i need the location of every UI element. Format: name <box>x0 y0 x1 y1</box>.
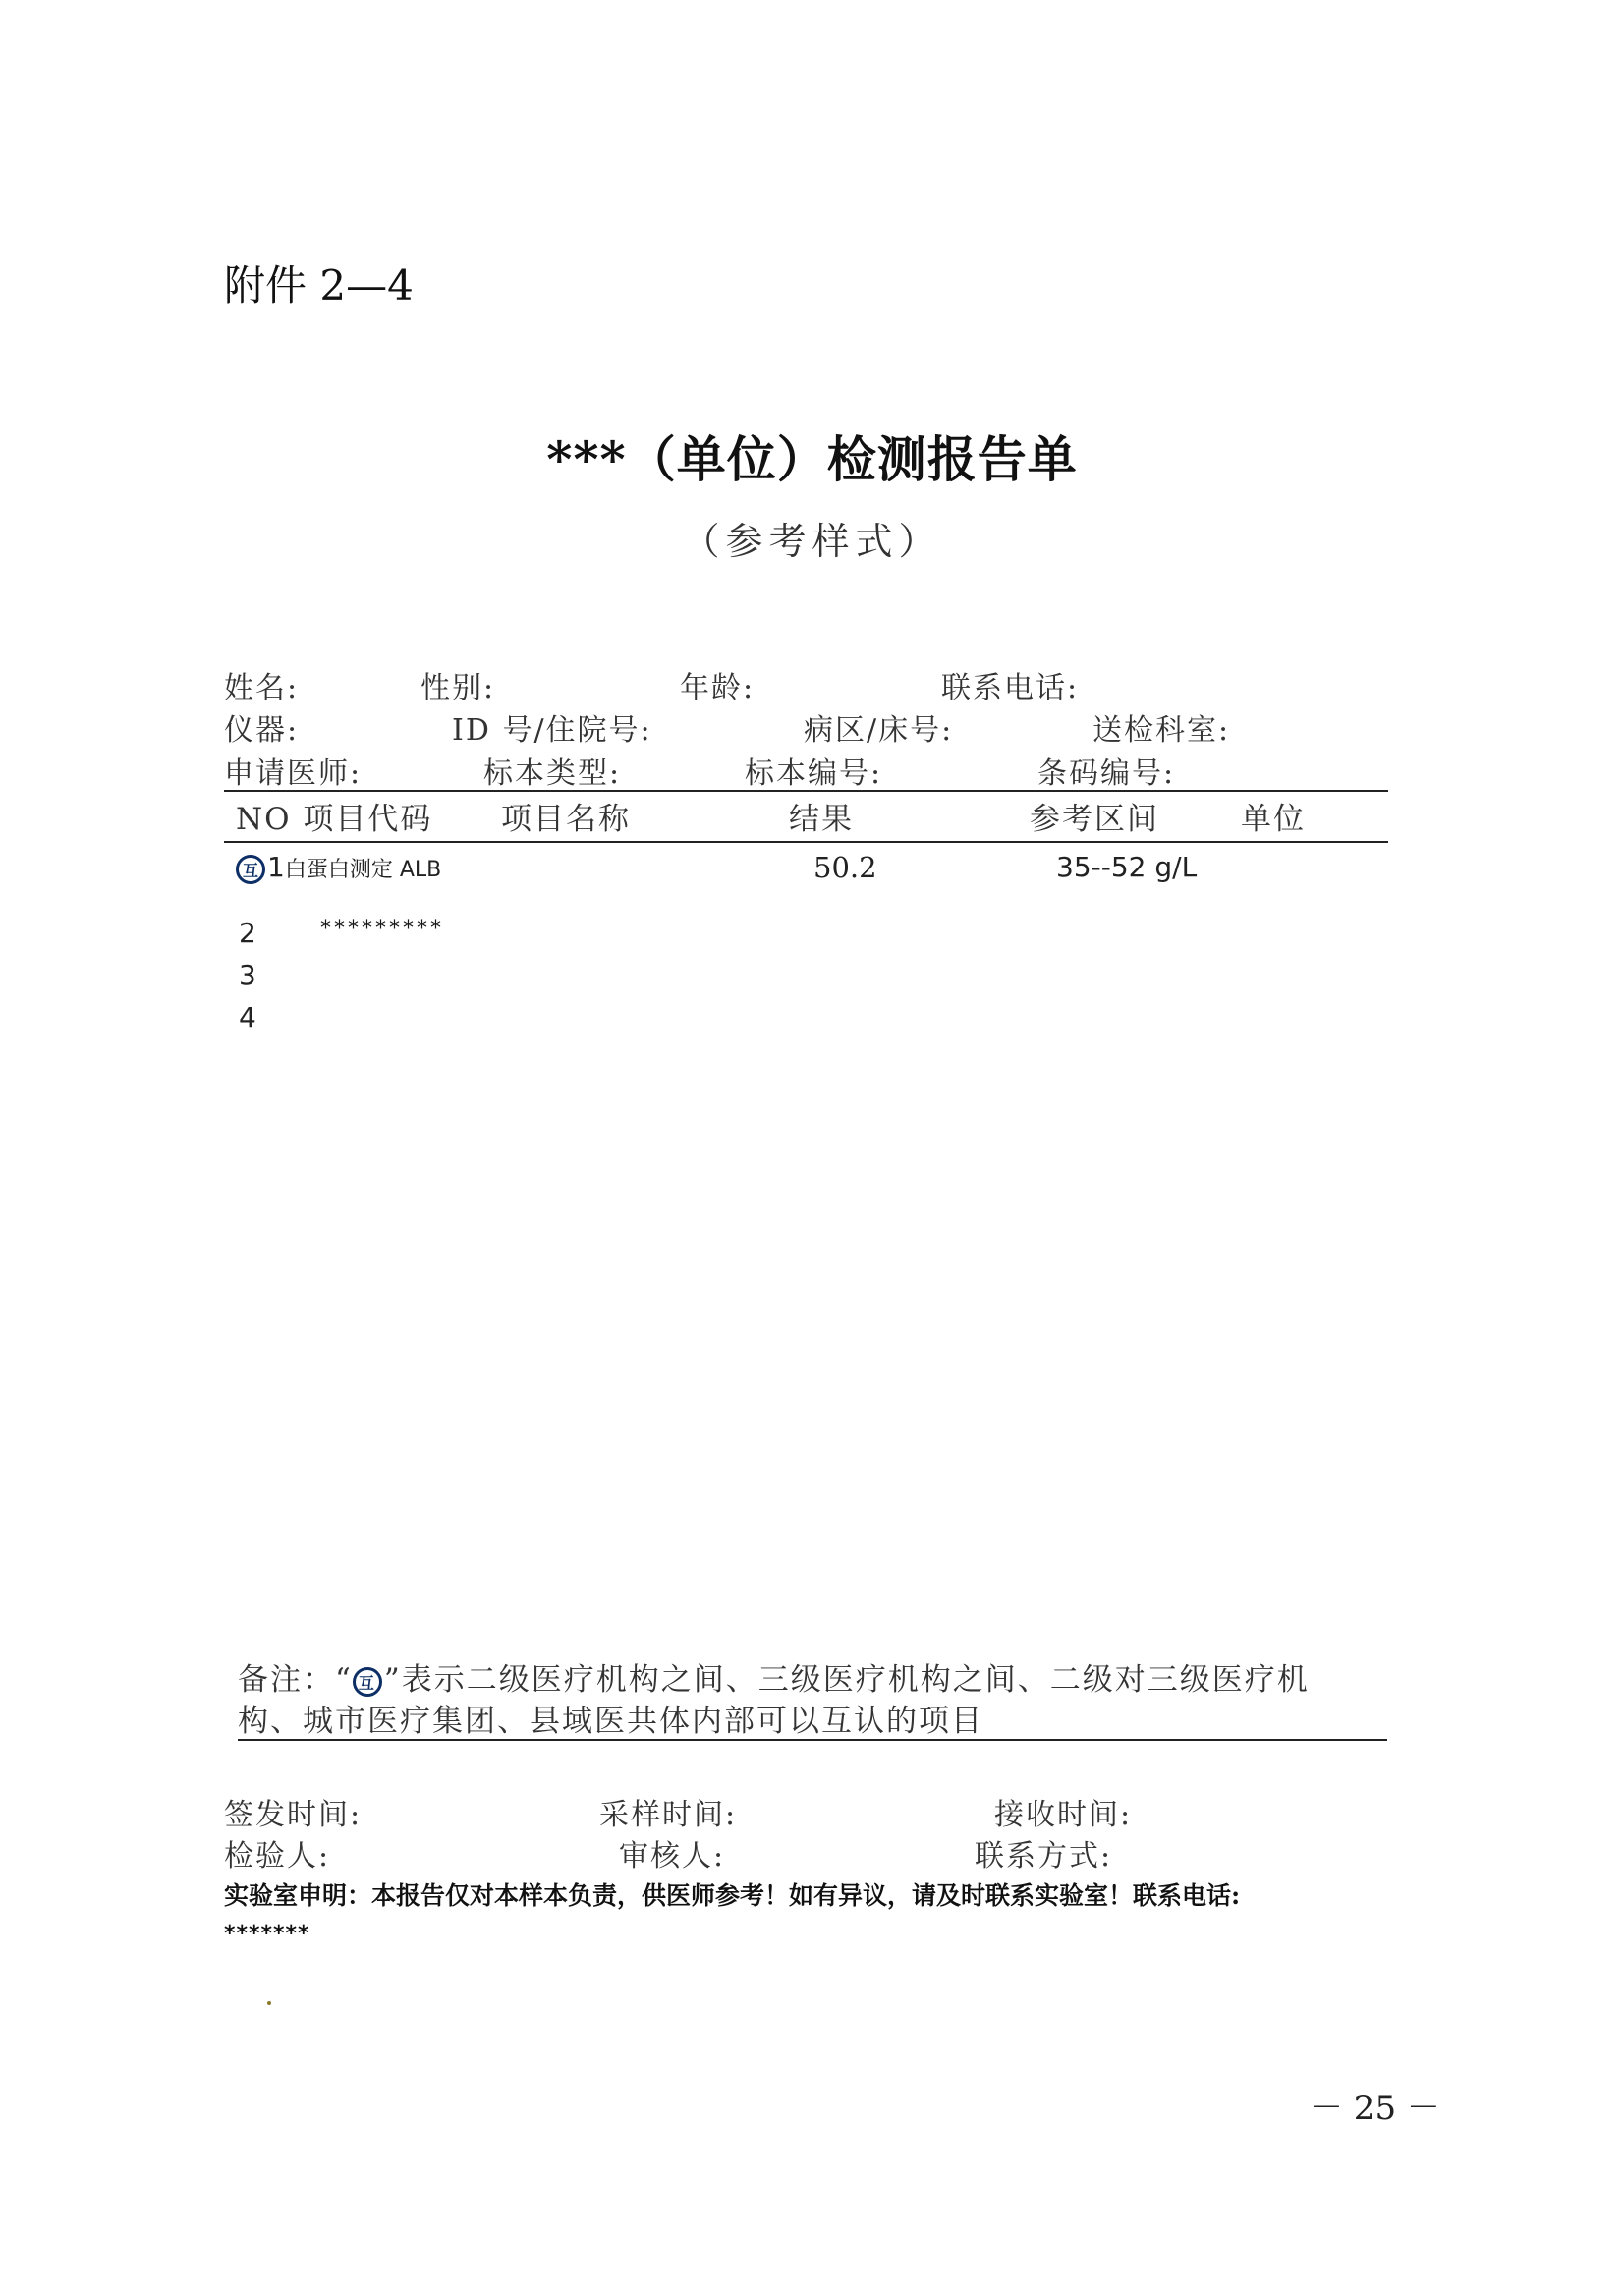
row-number: 4 <box>239 1001 256 1034</box>
row-number: 1 <box>267 851 285 883</box>
footer-sampling-time: 采样时间: <box>599 1798 738 1832</box>
field-requesting-doctor: 申请医师: <box>224 756 363 791</box>
report-title: ***（单位）检测报告单 <box>546 430 1078 488</box>
note-line-2: 构、城市医疗集团、县域医共体内部可以互认的项目 <box>238 1704 983 1739</box>
note-line-1 <box>238 1654 1310 1699</box>
row-item: 白蛋白测定 ALB <box>284 858 442 882</box>
mutual-recognition-icon <box>236 855 265 884</box>
field-specimen-type: 标本类型: <box>483 756 622 791</box>
row-result: 50.2 <box>813 851 877 884</box>
field-instrument: 仪器: <box>224 713 300 748</box>
row-reference: 35--52 g/L <box>1056 851 1198 883</box>
page-number: － 25 － <box>1310 2089 1440 2128</box>
field-gender: 性别: <box>420 671 496 705</box>
field-id-number: ID 号/住院号: <box>452 713 652 748</box>
field-name: 姓名: <box>224 671 300 705</box>
footer-reviewer: 审核人: <box>619 1839 726 1874</box>
table-top-rule <box>224 790 1388 792</box>
footer-receive-time: 接收时间: <box>994 1798 1133 1832</box>
field-specimen-number: 标本编号: <box>745 756 883 791</box>
field-department: 送检科室: <box>1092 713 1231 748</box>
note-suffix: ”表示二级医疗机构之间、三级医疗机构之间、二级对三级医疗机 <box>383 1662 1310 1698</box>
footer-issue-time: 签发时间: <box>224 1798 363 1832</box>
mutual-recognition-icon <box>353 1667 382 1697</box>
scan-speck <box>267 2001 271 2005</box>
row-number: 3 <box>239 959 256 991</box>
attachment-label: 附件 2—4 <box>224 261 414 309</box>
lab-declaration: 实验室申明：本报告仅对本样本负责，供医师参考！如有异议，请及时联系实验室！联系电话: <box>224 1881 1241 1910</box>
field-age: 年龄: <box>680 671 756 705</box>
field-barcode: 条码编号: <box>1037 756 1176 791</box>
field-phone: 联系电话: <box>941 671 1080 705</box>
header-reference-range: 参考区间 <box>1030 802 1159 837</box>
header-no-code: NO 项目代码 <box>236 802 433 837</box>
note-prefix: 备注：“ <box>238 1662 353 1698</box>
note-rule <box>238 1739 1387 1741</box>
field-ward-bed: 病区/床号: <box>804 713 954 748</box>
declaration-phone: ******* <box>224 1922 310 1946</box>
row-number: 2 <box>239 917 256 949</box>
header-result: 结果 <box>789 802 854 837</box>
footer-contact: 联系方式: <box>975 1839 1113 1874</box>
header-unit: 单位 <box>1241 802 1306 837</box>
footer-inspector: 检验人: <box>224 1839 331 1874</box>
row-item: ********* <box>320 917 444 941</box>
table-row <box>236 851 441 884</box>
header-item-name: 项目名称 <box>501 802 631 837</box>
table-header-rule <box>224 841 1388 843</box>
report-subtitle: （参考样式） <box>682 520 942 563</box>
